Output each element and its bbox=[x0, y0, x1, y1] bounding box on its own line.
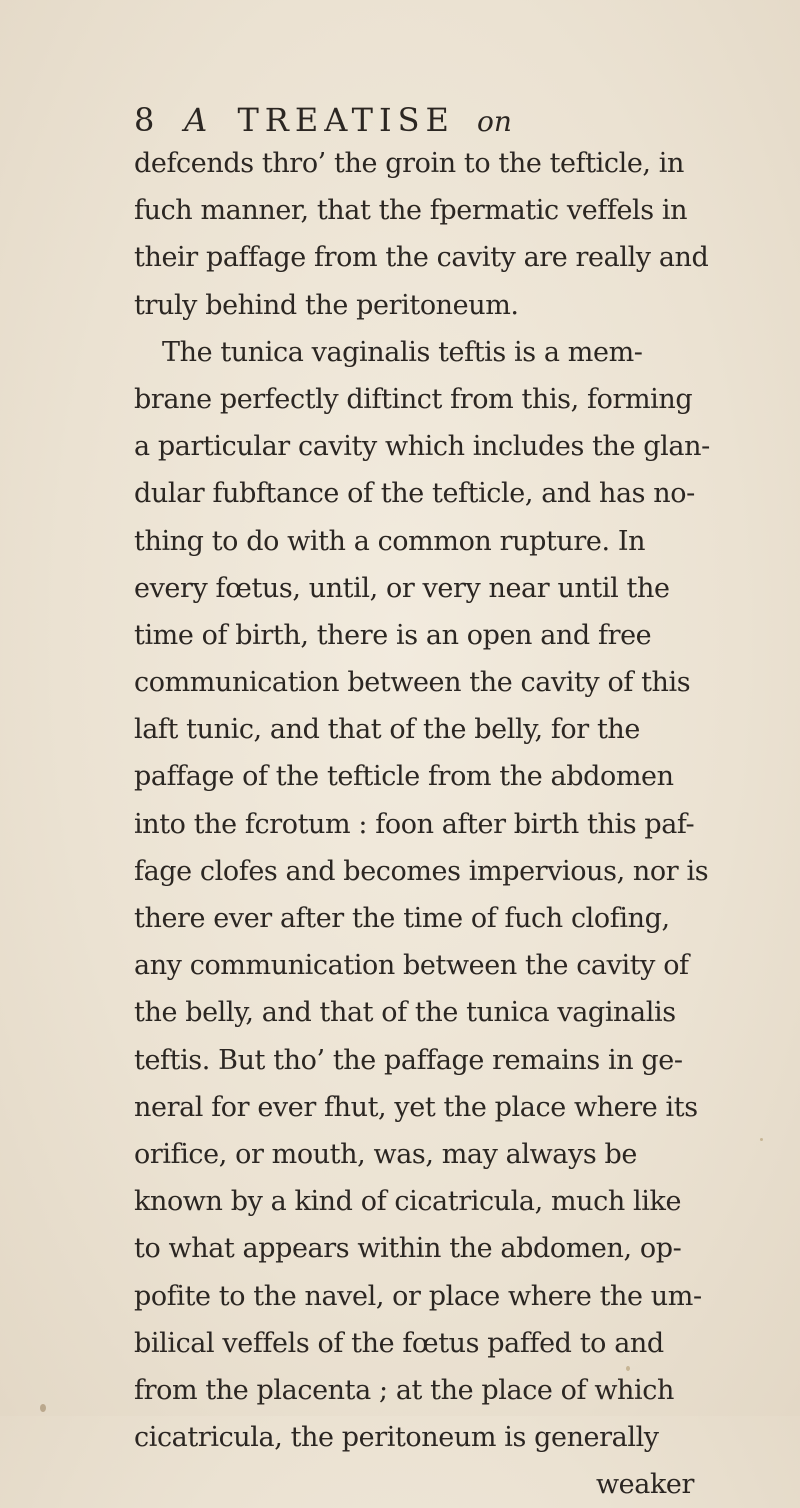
running-title-suffix: on bbox=[477, 105, 512, 138]
text-line: neral for ever fhut, yet the place where its bbox=[134, 1091, 698, 1123]
text-line: bilical veffels of the fœtus paffed to and bbox=[134, 1327, 664, 1359]
text-line: truly behind the peritoneum. bbox=[134, 289, 519, 321]
text-line: pofite to the navel, or place where the um- bbox=[134, 1280, 702, 1312]
catchword: weaker bbox=[595, 1469, 694, 1501]
text-line: defcends thro’ the groin to the tefticle, in bbox=[134, 148, 685, 179]
text-line: thing to do with a common rupture. In bbox=[134, 525, 646, 557]
text-line: time of birth, there is an open and free bbox=[134, 619, 652, 651]
body-text bbox=[134, 140, 710, 1508]
running-title-article: A bbox=[184, 101, 208, 139]
text-line: fuch manner, that the fpermatic veffels in bbox=[134, 195, 688, 227]
paragraph-start-line: The tunica vaginalis teftis is a mem- bbox=[162, 336, 643, 368]
text-line: into the fcrotum : foon after birth this paf- bbox=[134, 808, 695, 840]
paper-speck bbox=[40, 1404, 46, 1412]
paper-speck bbox=[626, 1366, 630, 1371]
text-line: brane perfectly diftinct from this, forming bbox=[134, 383, 693, 415]
text-line: their paffage from the cavity are really and bbox=[134, 242, 709, 274]
text-line: paffage of the tefticle from the abdomen bbox=[134, 761, 674, 793]
running-title: TREATISE bbox=[237, 101, 455, 139]
text-line: the belly, and that of the tunica vaginalis bbox=[134, 997, 676, 1029]
text-line: there ever after the time of fuch clofing, bbox=[134, 903, 670, 934]
text-line: any communication between the cavity of bbox=[134, 950, 689, 982]
text-line: to what appears within the abdomen, op- bbox=[134, 1233, 682, 1265]
text-line: orifice, or mouth, was, may always be bbox=[134, 1138, 637, 1170]
text-line: dular fubftance of the tefticle, and has no- bbox=[134, 478, 695, 510]
text-line: a particular cavity which includes the glan- bbox=[134, 431, 710, 463]
text-line: from the placenta ; at the place of which bbox=[134, 1374, 674, 1406]
text-line: laft tunic, and that of the belly, for the bbox=[134, 714, 640, 746]
text-line: communication between the cavity of this bbox=[134, 667, 691, 699]
paper-speck bbox=[760, 1138, 763, 1141]
text-line: fage clofes and becomes impervious, nor is bbox=[134, 855, 709, 887]
text-line: cicatricula, the peritoneum is generally bbox=[134, 1422, 659, 1454]
running-head bbox=[134, 98, 694, 142]
text-line: every fœtus, until, or very near until the bbox=[134, 572, 670, 604]
text-line: known by a kind of cicatricula, much like bbox=[134, 1186, 682, 1218]
page-number: 8 bbox=[134, 101, 155, 139]
text-line: teftis. But tho’ the paffage remains in ge- bbox=[134, 1044, 683, 1076]
